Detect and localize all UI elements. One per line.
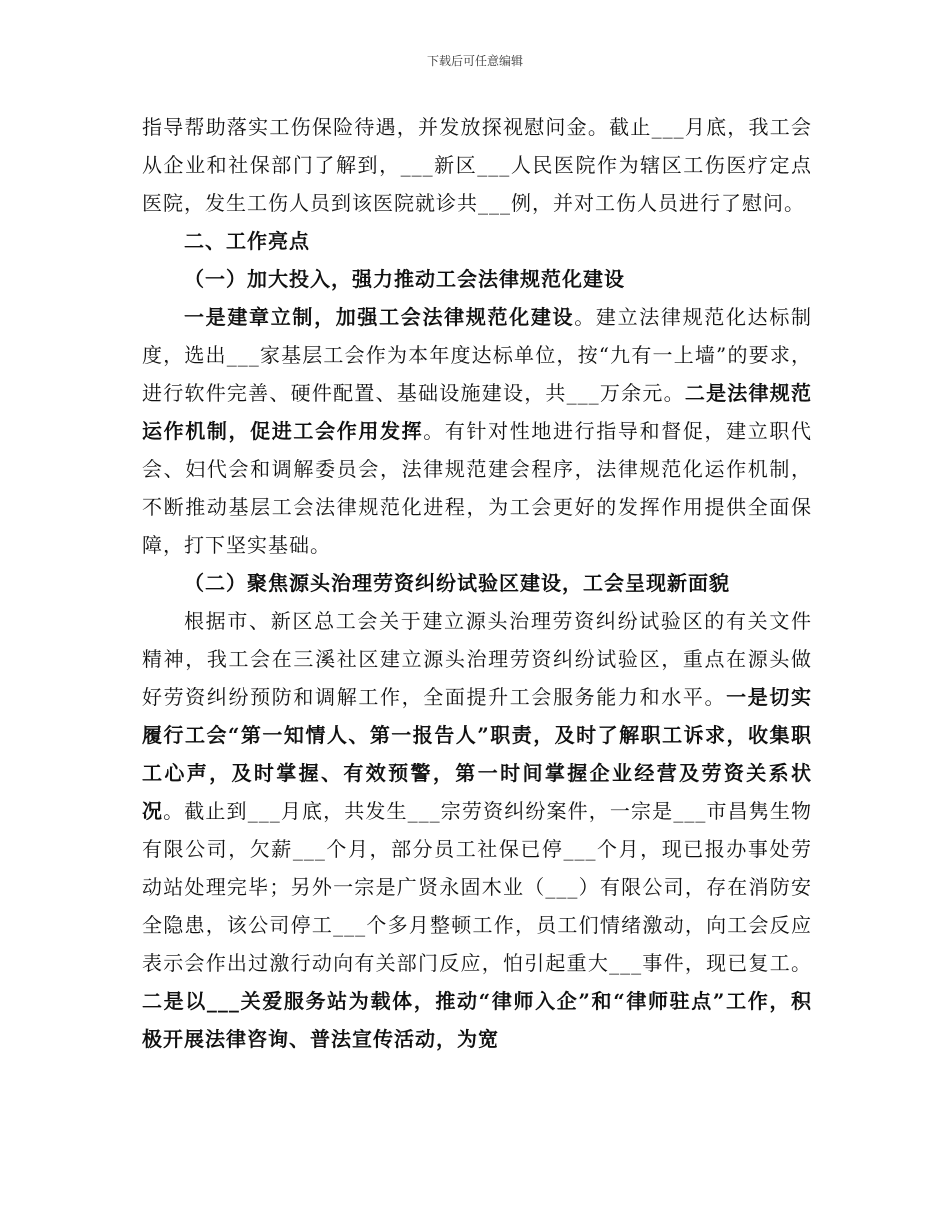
bold-lead-4: 二是以___关爱服务站为载体，推动“律师入企”和“律师驻点”工作，积极开展法律咨询、普法宣传活动，为宽 [142,989,812,1051]
page-header: 下载后可任意编辑 [426,54,523,68]
section-heading-highlights: 二、工作亮点 [184,229,310,253]
bold-lead-3: 一是切实履行工会“第一知情人、第一报告人”职责，及时了解职工诉求，收集职工心声，及时掌握、有效预警，第一时间掌握企业经营及劳资关系状况 [142,685,813,823]
body-text-2: 。有针对性地进行指导和督促，建立职代会、妇代会和调解委员会，法律规范建会程序，法律规范化运作机制，不断推动基层工会法律规范化进程，为工会更好的发挥作用提供全面保障，打下坚实基础。 [142,419,813,557]
paragraph-labor-dispute [142,602,812,1058]
bold-lead-2: 二是法律规范运作机制，促进工会作用发挥 [142,381,813,443]
body-text-1: 。建立法律规范化达标制度，选出___家基层工会作为本年度达标单位，按“九有一上墙”的要求，进行软件完善、硬件配置、基础设施建设，共___万余元。 [142,305,813,405]
paragraph-legal-standardization [142,298,812,564]
subsection-heading-1: （一）加大投入，强力推动工会法律规范化建设 [184,267,625,291]
bold-lead-1: 一是建章立制，加强工会法律规范化建设 [184,305,575,329]
body-text-4: 。截止到___月底，共发生___宗劳资纠纷案件，一宗是___市昌隽生物有限公司，欠薪___个月，部分员工社保已停___个月，现已报办事处劳动站处理完毕；另外一宗是广贤永固木业（___）有限公司，存在消防安全隐患，该公司停工___个多月整顿工作，员工们情绪激动，向工会反应表示会作出过激行动向有关部门反应，怕引起重大___事件，现已复工。 [142,799,813,975]
body-text-3: 根据市、新区总工会关于建立源头治理劳资纠纷试验区的有关文件精神，我工会在三溪社区建立源头治理劳资纠纷试验区，重点在源头做好劳资纠纷预防和调解工作，全面提升工会服务能力和水平。 [142,609,812,709]
document-body [142,108,812,1058]
paragraph-work-injury: 指导帮助落实工伤保险待遇，并发放探视慰问金。截止___月底，我工会从企业和社保部门了解到，___新区___人民医院作为辖区工伤医疗定点医院，发生工伤人员到该医院就诊共___例，并对工伤人员进行了慰问。 [142,115,812,215]
subsection-heading-2: （二）聚焦源头治理劳资纠纷试验区建设，工会呈现新面貌 [184,571,730,595]
